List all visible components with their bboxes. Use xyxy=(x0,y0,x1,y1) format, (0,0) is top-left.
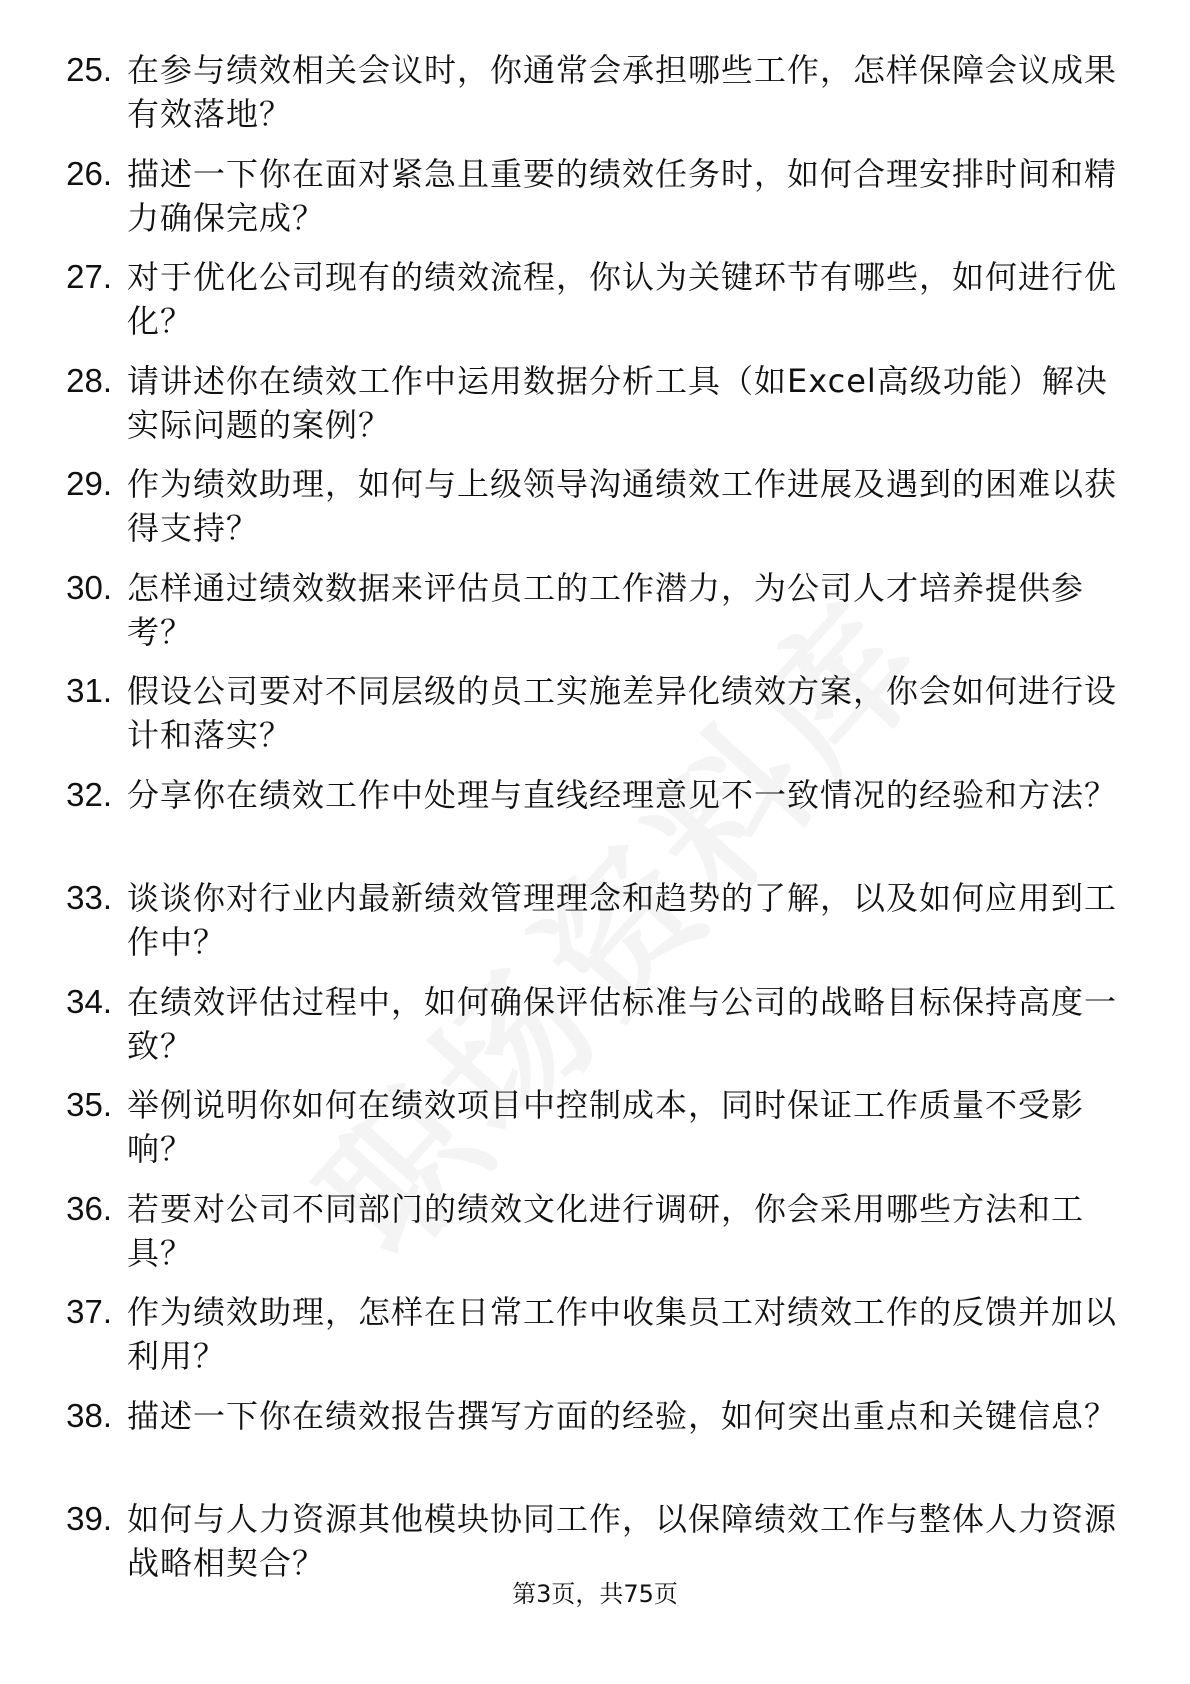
list-item xyxy=(0,255,1190,359)
question-text: 举例说明你如何在绩效项目中控制成本，同时保证工作质量不受影响？ xyxy=(127,1086,1085,1168)
question-number: 38. xyxy=(66,1396,112,1434)
list-item xyxy=(0,1394,1190,1498)
question-number: 39. xyxy=(66,1500,112,1537)
question-text: 分享你在绩效工作中处理与直线经理意见不一致情况的经验和方法？ xyxy=(127,775,1118,814)
question-number: 25. xyxy=(66,51,112,88)
question-number: 35. xyxy=(66,1086,112,1123)
question-number: 30. xyxy=(66,568,112,606)
question-number: 27. xyxy=(66,258,112,295)
question-number: 37. xyxy=(66,1293,112,1330)
question-number: 31. xyxy=(66,672,112,709)
list-item xyxy=(0,48,1190,152)
question-text: 在绩效评估过程中，如何确保评估标准与公司的战略目标保持高度一致？ xyxy=(127,982,1118,1065)
list-item xyxy=(0,876,1190,980)
question-text: 怎样通过绩效数据来评估员工的工作潜力，为公司人才培养提供参考？ xyxy=(127,568,1085,651)
list-item xyxy=(0,152,1190,256)
list-item xyxy=(0,1290,1190,1394)
question-text: 作为绩效助理，如何与上级领导沟通绩效工作进展及遇到的困难以获得支持？ xyxy=(127,465,1118,547)
list-item xyxy=(0,773,1190,877)
question-text: 若要对公司不同部门的绩效文化进行调研，你会采用哪些方法和工具？ xyxy=(127,1189,1085,1272)
question-text: 描述一下你在面对紧急且重要的绩效任务时，如何合理安排时间和精力确保完成？ xyxy=(127,154,1118,237)
question-number: 33. xyxy=(66,879,112,916)
page-number-label: 第3页，共75页 xyxy=(512,1580,678,1608)
question-text: 如何与人力资源其他模块协同工作，以保障绩效工作与整体人力资源战略相契合？ xyxy=(127,1500,1118,1582)
question-list xyxy=(0,48,1190,1601)
list-item xyxy=(0,669,1190,773)
question-number: 29. xyxy=(66,465,112,502)
question-number: 32. xyxy=(66,775,112,813)
question-text: 作为绩效助理，怎样在日常工作中收集员工对绩效工作的反馈并加以利用？ xyxy=(127,1293,1118,1375)
question-text: 在参与绩效相关会议时，你通常会承担哪些工作，怎样保障会议成果有效落地？ xyxy=(127,51,1118,133)
question-number: 28. xyxy=(66,361,112,399)
list-item xyxy=(0,462,1190,566)
question-text: 谈谈你对行业内最新绩效管理理念和趋势的了解，以及如何应用到工作中？ xyxy=(127,879,1118,961)
page-footer xyxy=(0,1578,1190,1610)
question-number: 36. xyxy=(66,1189,112,1227)
list-item xyxy=(0,980,1190,1084)
list-item xyxy=(0,566,1190,670)
list-item xyxy=(0,1187,1190,1291)
question-text: 对于优化公司现有的绩效流程，你认为关键环节有哪些，如何进行优化？ xyxy=(127,258,1118,340)
list-item xyxy=(0,359,1190,463)
list-item xyxy=(0,1083,1190,1187)
question-number: 34. xyxy=(66,982,112,1020)
question-number: 26. xyxy=(66,154,112,192)
question-text: 描述一下你在绩效报告撰写方面的经验，如何突出重点和关键信息？ xyxy=(127,1396,1118,1435)
question-text: 假设公司要对不同层级的员工实施差异化绩效方案，你会如何进行设计和落实？ xyxy=(127,672,1118,754)
question-text: 请讲述你在绩效工作中运用数据分析工具（如Excel高级功能）解决实际问题的案例？ xyxy=(127,361,1108,444)
